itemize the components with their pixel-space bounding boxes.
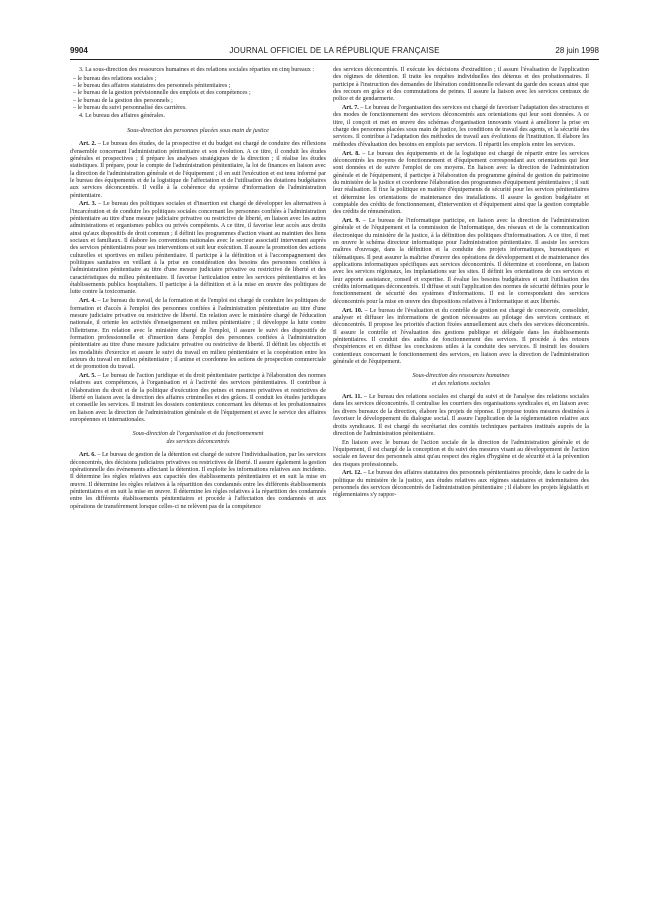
- section-title-line: et des relations sociales: [431, 380, 491, 387]
- article-label: Art. 5.: [79, 373, 96, 380]
- article-11: [333, 394, 589, 438]
- article-12: [333, 470, 589, 499]
- article-6: [70, 452, 326, 511]
- list-item: – le bureau des affaires statutaires des personnels pénitentiaires ;: [73, 83, 231, 90]
- article-3: [70, 201, 326, 296]
- article-text: – Le bureau de l'informatique participe, en liaison avec la direction de l'administration générale et de l'équipement et la commission de l'informatique, des réseaux et de la communication électronique du ministère de la justice, à la définition des politiques d'informatisation. A ce titre, il met en œuvre le schéma directeur informatique pour l'administration pénitentiaire. Il assiste les services maîtres d'ouvrage, dans la définition et la conduite des projets informatiques, bureautiques et télématiques. Il peut assurer la maîtrise d'œuvre des opérations de développement et de maintenance des applications informatiques spécifiques aux services déconcentrés. Il détermine et coordonne, en liaison avec les services régionaux, les implantations sur les sites. Il définit les orientations de ces services et leur apporte assistance, conseil et expertise. Il évalue les besoins budgétaires et suit l'utilisation des crédits informatiques déconcentrés. Il diffuse et suit l'application des normes de sécurité définies pour le fonctionnement de sécurité des systèmes d'informations. Il est le correspondant des services déconcentrés pour la mise en œuvre des dispositions relatives à l'informatique et aux libertés.: [333, 218, 589, 305]
- article-label: Art. 9.: [342, 218, 361, 225]
- article-text: – Le bureau des relations sociales est chargé du suivi et de l'analyse des relations sociales dans les services déconcentrés. Il centralise les courriers des organisations syndicales et, en liaison avec les divers bureaux de la direction, élabore les projets de réponse. Il propose toutes mesures destinées à favoriser le développement du dialogue social. Il assure l'application de la réglementation relative aux droits syndicaux. Il est chargé du secrétariat des comités techniques paritaires institués auprès de la direction de l'administration pénitentiaire.: [333, 394, 589, 437]
- issue-date: 28 juin 1998: [555, 46, 599, 55]
- article-8: [333, 151, 589, 217]
- article-label: Art. 7.: [342, 105, 359, 112]
- article-text: – Le bureau des études, de la prospective et du budget est chargé de conduire des réflexions d'ensemble concernant l'administration pénitentiaire et son évolution. A ce titre, il conduit les études générales et prospectives ; il prépare les analyses stratégiques de la direction ; il réalise les études statistiques. Il prépare, pour le compte de l'administration pénitentiaire, la loi de finances en liaison avec la direction de l'administration générale et de l'équipement ; il en suit l'exécution et est tenu informé par le bureau des équipements et de la logistique de l'affectation et de l'utilisation des dotations budgétaires aux services déconcentrés. Il veille à la cohérence du système d'information de l'administration pénitentiaire.: [70, 141, 326, 199]
- article-text: – Le bureau des équipements et de la logistique est chargé de répartir entre les services déconcentrés les moyens de fonctionnement et d'équipement correspondant aux orientations qui leur sont données et de suivre l'emploi de ces moyens. En liaison avec la direction de l'administration générale et de l'équipement, il participe à l'élaboration du programme général de gestion du patrimoine du ministère de la justice et coordonne l'élaboration des programmes d'équipement pénitentiaires ; il suit leur réalisation. Il fixe la politique en matière d'équipements de sécurité pour les services pénitentiaires et détermine les orientations de maintenance des installations. Il assure la gestion budgétaire et comptable des crédits de fonctionnement, d'intervention et d'équipement ainsi que la gestion comptable des crédits de rémunération.: [333, 150, 589, 216]
- article-10: [333, 308, 589, 367]
- journal-title: JOURNAL OFFICIEL DE LA RÉPUBLIQUE FRANÇAISE: [229, 46, 440, 55]
- list-item: – le bureau du suivi personnalisé des carrières.: [73, 105, 187, 112]
- article-5: [70, 373, 326, 424]
- article-label: Art. 6.: [79, 452, 96, 459]
- article-label: Art. 12.: [342, 470, 362, 477]
- section-title-line: des services déconcentrés: [166, 438, 230, 445]
- article-text: – Le bureau des politiques sociales et d'insertion est chargé de développer les alternatives à l'incarcération et de conduire les politiques sociales concernant les personnes confiées à l'administration pénitentiaire au titre d'une mesure judiciaire privative ou restrictive de liberté, en liaison avec les autres administrations et organismes publics ou privés compétents. A ce titre, il favorise leur accès aux droits ainsi qu'aux dispositifs de droit commun ; il définit les programmes d'action visant au maintien des liens sociaux et familiaux. Il élabore les conventions nationales avec le secteur associatif intervenant auprès des services pénitentiaires pour ses interventions et suit leur exécution. Il assure la promotion des actions culturelles et sportives en milieu pénitentiaire. Il participe à la définition et à l'accompagnement des politiques sanitaires en veillant à la prise en considération des besoins des personnes confiées à l'administration pénitentiaire au titre d'une mesure judiciaire privative ou restrictive de liberté et des caractéristiques du milieu pénitentiaire. Il favorise l'articulation entre les services pénitentiaires et les établissements publics hospitaliers. Il participe à la définition et à la mise en œuvre des politiques de lutte contre la toxicomanie.: [70, 201, 326, 296]
- bureau-list: [70, 76, 326, 121]
- list-item: – le bureau de la gestion prévisionnelle des emplois et des compétences ;: [73, 90, 251, 97]
- article-text: – Le bureau de l'évaluation et du contrôle de gestion est chargé de concevoir, consolider, analyser et diffuser les informations de gestion nécessaires au pilotage des services centraux et déconcentrés. Il propose les priorités d'action fixées annuellement aux chefs des services déconcentrés. Il assure le contrôle et l'évaluation des gestions publique et déléguée dans les établissements pénitentiaires. Il conduit des audits de fonctionnement des services. Il procède à des retours d'expériences et en diffuse les conclusions utiles à la conduite des services. Il instruit les dossiers contentieux concernant le fonctionnement des services, en liaison avec la direction de l'administration générale et de l'équipement.: [333, 307, 589, 365]
- article-text: – Le bureau des affaires statutaires des personnels pénitentiaires procède, dans le cadre de la politique du ministère de la justice, aux études relatives aux régimes statutaires et indemnitaires des personnels des services déconcentrés de l'administration pénitentiaire ; il élabore les projets législatifs et réglementaires s'y rappor-: [333, 470, 589, 499]
- section-title-line: Sous-direction de l'organisation et du fonctionnement: [132, 431, 264, 438]
- article-label: Art. 11.: [342, 394, 362, 401]
- item3-intro: 3. La sous-direction des ressources humaines et des relations sociales réparties en cinq bureaux :: [79, 67, 315, 73]
- header-rule: [70, 59, 599, 60]
- section-title: [70, 431, 326, 446]
- article-label: Art. 4.: [79, 298, 96, 305]
- list-item: – le bureau de la gestion des personnels ;: [73, 97, 173, 104]
- article-label: Art. 2.: [79, 141, 97, 148]
- article-6-continued: des services déconcentrés. Il exécute les décisions d'extradition ; il assure l'évaluation de l'application des régimes de détention. Il traite les requêtes individuelles des détenus et des probationnaires. Il participe à l'instruction des demandes de libération conditionnelle relevant du garde des sceaux ainsi que des recours en grâce et des commutations de peines. Il assure la liaison avec les services centraux de police et de gendarmerie.: [333, 67, 589, 103]
- article-2: [70, 141, 326, 200]
- item4: 4. Le bureau des affaires générales.: [79, 113, 166, 120]
- right-column: [333, 67, 589, 501]
- left-column: [70, 67, 326, 512]
- article-text: – Le bureau de l'organisation des services est chargé de favoriser l'adaptation des structures et des modes de fonctionnement des services déconcentrés aux orientations qui leur sont données. A ce titre, il conçoit et met en œuvre des schémas d'organisation innovants visant à améliorer la prise en charge des personnes placées sous main de justice, les conditions de travail des agents, et la sécurité des services. Il contribue à l'adaptation des méthodes de travail aux évolutions de l'institution. Il élabore les méthodes d'évaluation des besoins en emplois par services. Il répartit les emplois entre les services.: [333, 105, 589, 148]
- article-text: – Le bureau de gestion de la détention est chargé de suivre l'individualisation, par les services déconcentrés, des décisions judiciaires privatives ou restrictives de liberté. Il assure également la gestion opérationnelle des événements affectant la détention. Il exploite les informations relatives aux incidents. Il détermine les règles relatives aux capacités des établissements pénitentiaires et en suit la mise en œuvre. Il détermine les règles relatives à la répartition des condamnés entre les différents établissements pénitentiaires et en suit la mise en œuvre. Il détermine les règles relatives à la répartition des condamnés entre les différents établissements pénitentiaires et procède à l'affectation des condamnés et aux opérations de transfèrement lorsque celles-ci ne relèvent pas de la compétence: [70, 452, 326, 510]
- article-4: [70, 298, 326, 371]
- article-label: Art. 10.: [342, 307, 363, 314]
- list-item: – le bureau des relations sociales ;: [73, 75, 157, 82]
- section-title: Sous-direction des personnes placées sous main de justice: [127, 127, 269, 134]
- section-title: [333, 373, 589, 388]
- article-text: – Le bureau du travail, de la formation et de l'emploi est chargé de conduire les politiques de formation et d'accès à l'emploi des personnes confiées à l'administration pénitentiaire au titre d'une mesure judiciaire privative ou restrictive de liberté. En relation avec le ministère chargé de l'éducation nationale, il oriente les activités d'enseignement en milieu pénitentiaire ; il développe la lutte contre l'illettrisme. En relation avec le ministère chargé de l'emploi, il assure le suivi des dispositifs de formation professionnelle et d'insertion dans l'emploi des personnes confiées à l'administration pénitentiaire au titre d'une mesure judiciaire privative ou restrictive de liberté. Il définit les objectifs et les modalités d'exercice et assure le suivi du travail en milieu pénitentiaire et la coopération entre les acteurs du travail en milieu pénitentiaire ; il anime et coordonne les actions de prospection commerciale et de promotion du travail.: [70, 298, 326, 371]
- article-7: [333, 105, 589, 149]
- article-11-paragraph-2: En liaison avec le bureau de l'action sociale de la direction de l'administration générale et de l'équipement, il est chargé de la conception et du suivi des mesures visant au développement de l'action sociale en faveur des personnels ainsi qu'au respect des règles d'hygiène et de sécurité et à la prévention des risques professionnels.: [333, 439, 589, 468]
- page-number: 9904: [70, 46, 88, 55]
- page-header: [70, 46, 599, 58]
- article-label: Art. 8.: [342, 150, 360, 157]
- article-text: – Le bureau de l'action juridique et du droit pénitentiaire participe à l'élaboration des normes relatives aux compétences, à l'organisation et à l'activité des services pénitentiaires. Il contribue à l'élaboration du droit et de la politique d'exécution des peines et mesures privatives et restrictives de liberté en liaison avec la direction des affaires criminelles et des grâces. Il conduit les études juridiques et conseille les services. Il instruit les dossiers contentieux concernant les détenus et les probationnaires en liaison avec la direction de l'administration générale et de l'équipement et avec le service des affaires européennes et internationales.: [70, 373, 326, 424]
- section-title-line: Sous-direction des ressources humaines: [412, 373, 510, 380]
- article-label: Art. 3.: [79, 201, 97, 208]
- article-9: [333, 218, 589, 306]
